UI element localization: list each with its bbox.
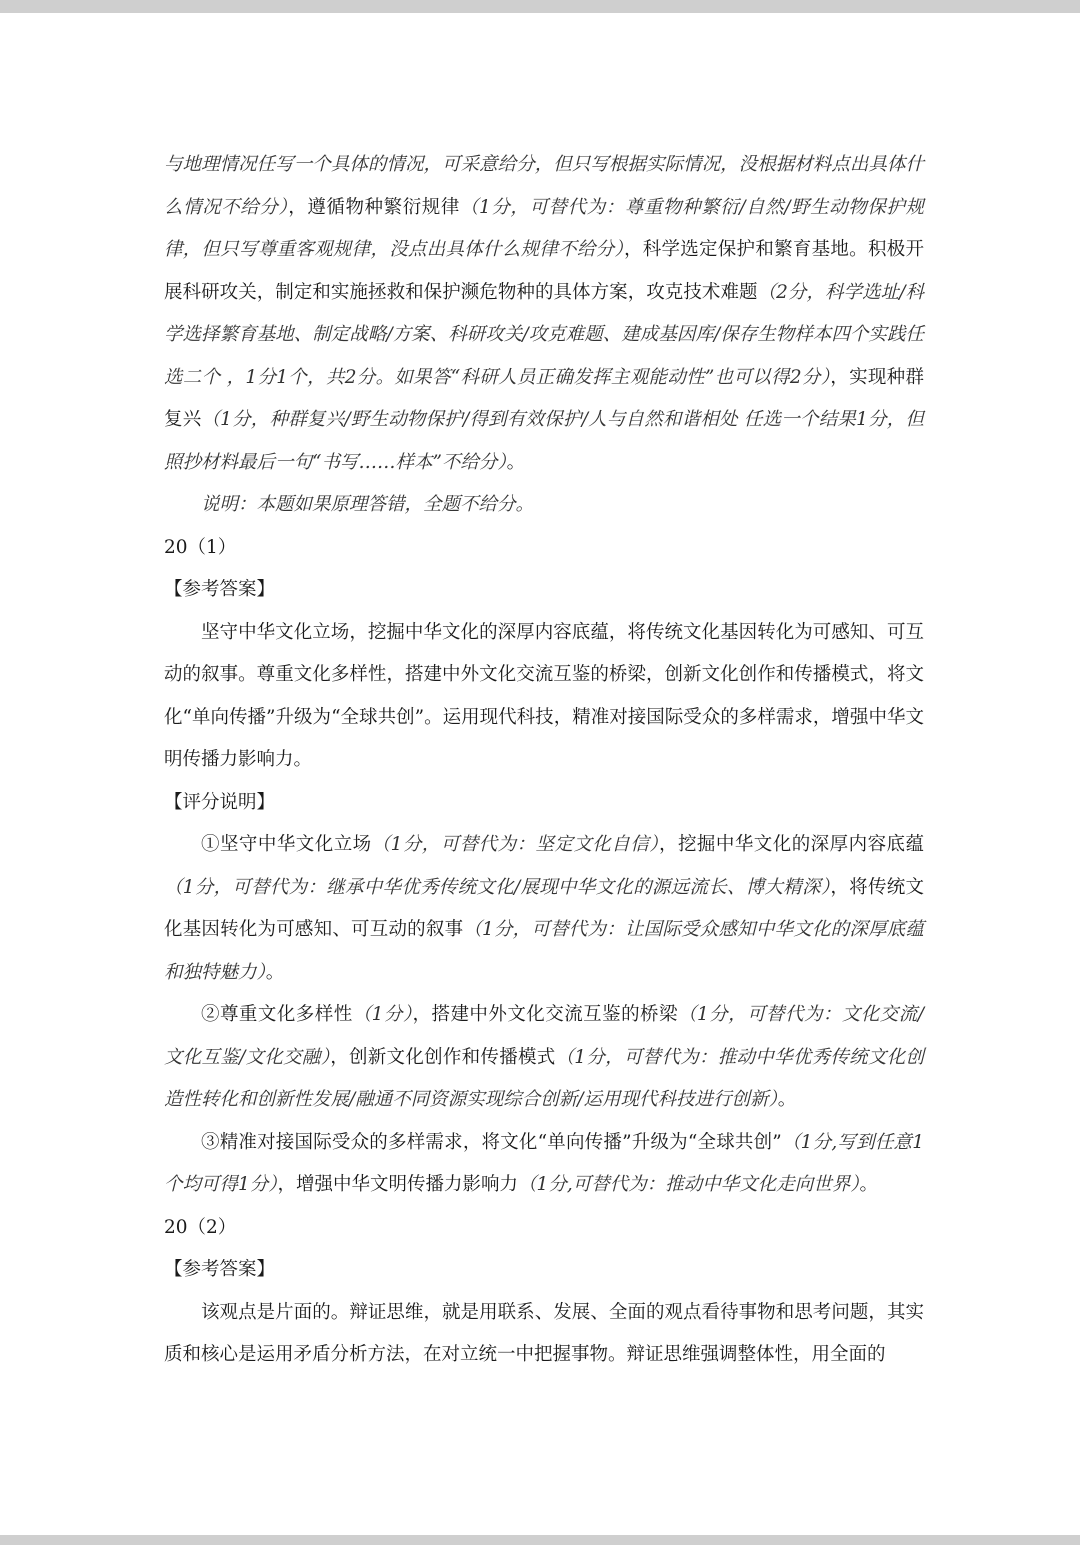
scoring-point-1: [164, 824, 924, 994]
reference-answer-heading: 【参考答案】: [164, 1259, 276, 1280]
explanation-note: 说明：本题如果原理答错，全题不给分。: [201, 494, 535, 515]
answer-text: ，科学选定保护和繁育基地。积极开展科研攻关，制定和实施拯救和保护濒危物种的具体方案，攻克技术难题: [164, 239, 924, 303]
continued-scoring-paragraph: [164, 144, 924, 484]
scoring-note: （1分，可替代为：文化交流/文化互鉴/文化交融）: [164, 1004, 924, 1068]
scoring-note: 与地理情况任写一个具体的情况，可采意给分，但只写根据实际情况，没根据材料点出具体什么情况不给分）: [164, 154, 924, 218]
reference-answer-text: 坚守中华文化立场，挖掘中华文化的深厚内容底蕴，将传统文化基因转化为可感知、可互动的叙事。尊重文化多样性，搭建中外文化交流互鉴的桥梁，创新文化创作和传播模式，将文化“单向传播”升级为“全球共创”。运用现代科技，精准对接国际受众的多样需求，增强中华文明传播力影响力。: [164, 621, 924, 770]
answer-text: ，挖掘中华文化的深厚内容底蕴: [659, 834, 924, 855]
answer-text: 。: [265, 961, 285, 983]
reference-answer-text: 该观点是片面的。辩证思维，就是用联系、发展、全面的观点看待事物和思考问题，其实质和核心是运用矛盾分析方法，在对立统一中把握事物。辩证思维强调整体性，用全面的: [164, 1301, 924, 1365]
scoring-note: （1分，可替代为：尊重物种繁衍/自然/野生动物保护规律，但只写尊重客观规律，没点出具体什么规律不给分）: [164, 196, 924, 260]
scoring-note: （1分，可替代为：推动中华优秀传统文化创造性转化和创新性发展/融通不同资源实现综合创新/运用现代科技进行创新）: [164, 1046, 925, 1110]
scoring-note: （1分）: [352, 1004, 413, 1025]
answer-text: 。: [506, 451, 526, 473]
scoring-note: （1分，可替代为：继承中华优秀传统文化/展现中华文化的源远流长、博大精深）: [164, 876, 831, 898]
answer-text: ②尊重文化多样性: [201, 1004, 353, 1025]
answer-text: ③精准对接国际受众的多样需求，将文化“单向传播”升级为“全球共创”: [201, 1131, 782, 1153]
reference-answer-heading: 【参考答案】: [164, 579, 276, 600]
answer-text: 。: [859, 1174, 878, 1195]
scoring-note: （1分，可替代为：坚定文化自信）: [371, 834, 660, 855]
answer-text: 。: [777, 1089, 797, 1110]
answer-text: ，增强中华文明传播力影响力: [277, 1174, 519, 1195]
scoring-note: （1分，种群复兴/野生动物保护/得到有效保护/人与自然和谐相处 任选一个结果1分，但照抄材料最后一句“书写……样本”不给分）: [164, 409, 924, 473]
scoring-point-3: [164, 1122, 924, 1207]
answer-text: ，将传统文化基因转化为可感知、可互动的叙事: [164, 876, 924, 940]
scoring-point-2: [164, 994, 924, 1122]
scoring-heading: 【评分说明】: [164, 791, 276, 813]
scoring-note: （1分,写到任意1个均可得1分）: [164, 1131, 924, 1195]
question-label: 20（1）: [164, 536, 237, 558]
scoring-note: （1分，可替代为：让国际受众感知中华文化的深厚底蕴和独特魅力）: [164, 919, 924, 983]
question-label: 20（2）: [164, 1216, 237, 1238]
answer-text: ，创新文化创作和传播模式: [330, 1046, 556, 1068]
scoring-note: （1分,可替代为：推动中华文化走向世界）: [518, 1174, 860, 1195]
answer-text: ，实现种群复兴: [164, 366, 924, 430]
answer-text: ，遵循物种繁衍规律: [288, 196, 460, 218]
bottom-border-bar: [0, 1535, 1080, 1545]
top-border-bar: [0, 0, 1080, 13]
document-page: [164, 144, 924, 1377]
scoring-note: （2分，科学选址/科学选择繁育基地、制定战略/方案、科研攻关/攻克难题、建成基因库/保存生物样本四个实践任选二个 ，1分1个，共2分。如果答“科研人员正确发挥主观能动性”也可以得2分）: [164, 281, 924, 388]
answer-text: ①坚守中华文化立场: [201, 834, 372, 855]
answer-text: ，搭建中外文化交流互鉴的桥梁: [412, 1004, 678, 1025]
